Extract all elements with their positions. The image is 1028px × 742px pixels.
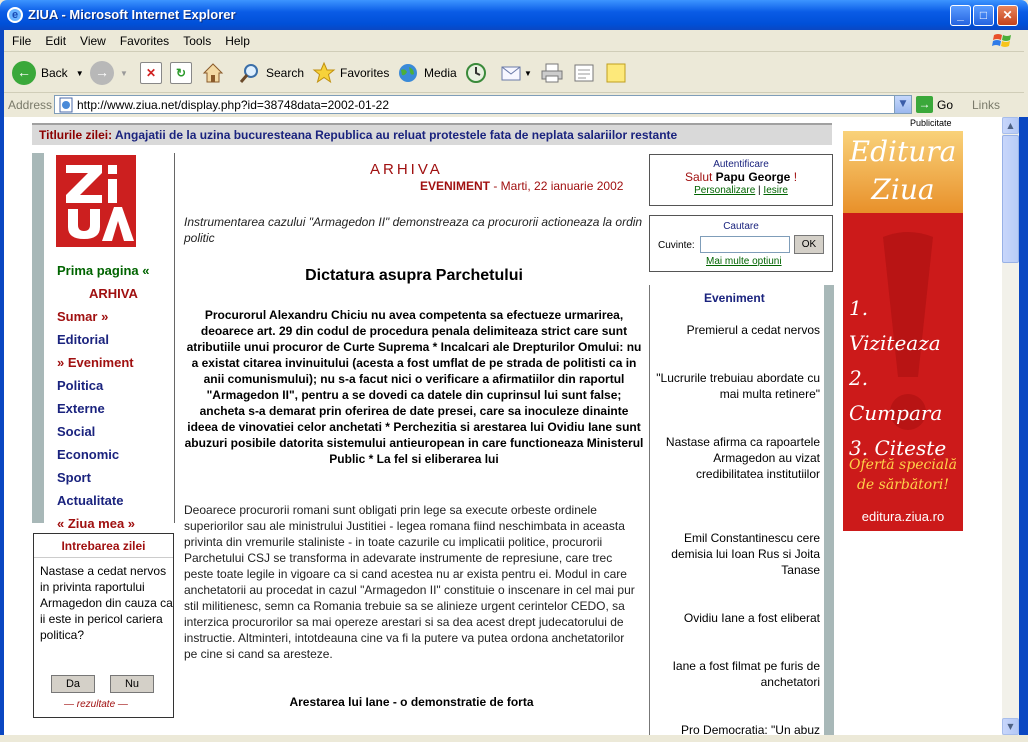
- nav-item-ziua-mea[interactable]: « Ziua mea »: [57, 516, 136, 531]
- close-button[interactable]: ✕: [997, 5, 1018, 26]
- nav-item-externe[interactable]: Externe: [57, 401, 105, 416]
- ad-header: [843, 131, 963, 213]
- event-link[interactable]: Iane a fost filmat pe furis de anchetatori: [672, 659, 820, 689]
- event-link[interactable]: Pro Democratia: "Un abuz: [681, 723, 820, 735]
- star-icon: [312, 61, 336, 85]
- nav-item-actualitate[interactable]: Actualitate: [57, 493, 124, 508]
- editura-ziua-ad[interactable]: [843, 131, 963, 531]
- ad-title-line2: Ziua: [871, 173, 935, 206]
- refresh-icon: ↻: [170, 62, 192, 84]
- chevron-down-icon[interactable]: ▼: [524, 68, 532, 78]
- media-button[interactable]: [396, 59, 457, 87]
- status-bar: [0, 735, 1028, 742]
- menu-tools[interactable]: Tools: [183, 34, 212, 48]
- ad-steps: [849, 291, 963, 466]
- greeting-text: Salut: [684, 170, 713, 184]
- event-link[interactable]: Emil Constantinescu cere demisia lui Ioan Rus si Joita Tanase: [671, 531, 820, 577]
- address-bar: [4, 94, 1024, 116]
- forward-button[interactable]: [90, 59, 128, 87]
- maximize-button[interactable]: □: [973, 5, 994, 26]
- search-label: Search: [266, 66, 305, 80]
- standard-toolbar: [4, 53, 1024, 93]
- search-label: Cuvinte:: [658, 240, 695, 251]
- ad-offer-line2: de sărbători!: [856, 477, 950, 493]
- links-button[interactable]: Links: [972, 98, 1001, 112]
- ziua-logo[interactable]: [56, 155, 136, 247]
- more-options-link[interactable]: Mai multe optiuni: [706, 256, 782, 267]
- go-button[interactable]: [916, 96, 953, 113]
- search-icon: [238, 61, 262, 85]
- address-url: http://www.ziua.net/display.php?id=38748data=2002-01-22: [77, 98, 390, 112]
- home-button[interactable]: [201, 59, 225, 87]
- refresh-button[interactable]: [170, 59, 192, 87]
- ticker-text[interactable]: Angajatii de la uzina bucuresteana Republica au reluat protestele fata de neplata salariilor restante: [115, 128, 678, 142]
- nav-item-politica[interactable]: Politica: [57, 378, 104, 393]
- auth-greeting: [650, 170, 832, 184]
- nav-item-sport[interactable]: Sport: [57, 470, 91, 485]
- page-viewport: [4, 117, 1002, 735]
- history-clock-icon: [464, 61, 488, 85]
- search-title: Cautare: [723, 221, 759, 232]
- history-button[interactable]: [464, 59, 488, 87]
- article-body: Deoarece procurorii romani sunt obligati prin lege sa execute orbeste ordinele superiorilor sau ale ministrului Justitiei - legea romana fiind neschimbata in aceasta privinta din vremurile staliniste - in toate cazurile cu implicatii politice, procurorii Parchetului CSJ se transforma in adevarate instrumente de represiune, care trec peste toate legile in vigoare ca si cand acestea nu ar exista pentru ei. Modul in care anchetatorii au procedat in cazul "Armagedon II" constituie o inscenare in cel mai pur stil militienesc, semn ca Romania trebuie sa se alinieze urgent cerintelor CEDO, sa interzica procurorilor sa mai opereze arestari si sa dea acest drept judecatorului de instructie. Altminteri, intotdeauna cine va fi la putere va putea ordona anchetatorilor pe cine si cand sa aresteze.: [184, 503, 635, 661]
- section-label: EVENIMENT: [420, 179, 491, 193]
- nav-item-editorial[interactable]: Editorial: [57, 332, 110, 347]
- window-frame-right: [1019, 117, 1028, 742]
- article-subhead: Arestarea lui Iane - o demonstratie de forta: [289, 695, 534, 709]
- page-icon: [58, 97, 74, 113]
- media-label: Media: [424, 66, 457, 80]
- nav-item-eveniment[interactable]: » Eveniment: [57, 355, 134, 370]
- greeting-bang: !: [790, 170, 798, 184]
- windows-logo-icon: [992, 32, 1014, 50]
- headline-ticker[interactable]: [32, 123, 832, 145]
- search-input[interactable]: [700, 236, 790, 253]
- article-intro: Procurorul Alexandru Chiciu nu avea competenta sa efectueze urmarirea, deoarece art. 29 din codul de procedura penala delimiteaza strict care sunt atributiile unui procuror de Curte Suprema * Incalcari ale Drepturilor Omului: nu a existat citarea invinuitului (acesta a fost umflat de pe strada de politisti ca in anii comunismului); nu s-a facut nici o verificare a afirmatiilor din raportul "Armagedon II", pentru a se dovedi ca datele din cuprinsul lui sunt false; ancheta s-a demarat prin oferirea de date presei, care sa inoculeze dinainte ideea de vinovatiei celor anchetati * Perchezitia si arestarea lui Ovidiu Iane sunt abuzuri posibile datorita sistemului antieuropean in care functioneaza Ministerul Public * La fel si eliberarea lui: [184, 308, 644, 466]
- poll-question: Nastase a cedat nervos in privinta raportului Armagedon din cauza ca ii este in pericol cariera politica?: [34, 557, 173, 643]
- poll-title: Intrebarea zilei: [61, 539, 146, 553]
- mail-icon: [500, 61, 524, 85]
- ad-step-2: 2. Cumpara: [849, 366, 943, 425]
- scrollbar-thumb[interactable]: [1002, 135, 1019, 263]
- event-link[interactable]: "Lucrurile trebuiau abordate cu mai multa retinere": [656, 371, 820, 401]
- media-globe-icon: [396, 61, 420, 85]
- event-link[interactable]: Premierul a cedat nervos: [686, 323, 820, 337]
- chevron-down-icon[interactable]: ▼: [75, 68, 84, 78]
- events-title: Eveniment: [704, 291, 765, 305]
- ad-step-3: 3. Citeste: [849, 436, 947, 460]
- section-nav: [57, 259, 149, 535]
- ad-step-1: 1. Viziteaza: [849, 296, 941, 355]
- menu-favorites[interactable]: Favorites: [119, 34, 170, 48]
- poll-no-button[interactable]: Nu: [110, 675, 154, 693]
- auth-box: [649, 154, 833, 206]
- ad-site: editura.ziua.ro: [861, 509, 945, 524]
- ad-label: Publicitate: [910, 118, 952, 128]
- address-label: Address: [8, 98, 53, 112]
- events-rail: [824, 285, 834, 735]
- window-title: ZIUA - Microsoft Internet Explorer: [28, 7, 236, 22]
- printer-icon: [540, 61, 564, 85]
- back-button[interactable]: [12, 59, 84, 87]
- event-link[interactable]: Ovidiu Iane a fost eliberat: [683, 611, 820, 625]
- ticker-label: Titlurile zilei:: [39, 128, 113, 142]
- nav-item-social[interactable]: Social: [57, 424, 96, 439]
- nav-item-economic[interactable]: Economic: [57, 447, 120, 462]
- archive-heading: ARHIVA: [370, 161, 443, 178]
- back-arrow-icon: ←: [12, 61, 36, 85]
- back-label: Back: [41, 66, 68, 80]
- forward-arrow-icon: →: [90, 61, 114, 85]
- article-headline: Dictatura asupra Parchetului: [305, 267, 523, 284]
- poll-yes-button[interactable]: Da: [51, 675, 95, 693]
- search-box: [649, 215, 833, 272]
- go-arrow-icon: →: [916, 96, 933, 113]
- personalize-link[interactable]: Personalizare: [694, 185, 756, 196]
- ie-logo-icon: e: [7, 7, 23, 23]
- edit-button[interactable]: [572, 59, 596, 87]
- auth-title: Autentificare: [713, 159, 769, 170]
- mail-button[interactable]: [500, 59, 532, 87]
- menu-file[interactable]: File: [12, 34, 32, 48]
- menu-view[interactable]: View: [80, 34, 106, 48]
- logout-link[interactable]: Iesire: [763, 185, 788, 196]
- ad-offer: [843, 455, 963, 495]
- search-button[interactable]: [238, 59, 304, 87]
- link-separator: |: [755, 185, 764, 196]
- vertical-scrollbar[interactable]: [1002, 117, 1019, 735]
- event-link[interactable]: Nastase afirma ca rapoartele Armagedon au vizat credibilitatea institutiilor: [665, 435, 820, 481]
- edit-document-icon: [572, 61, 596, 85]
- menu-help[interactable]: Help: [225, 34, 250, 48]
- article-lead: Instrumentarea cazului "Armagedon II" demonstreaza ca procurorii actioneaza la ordin politic: [184, 215, 643, 245]
- favorites-button[interactable]: [312, 59, 389, 87]
- go-label: Go: [937, 97, 954, 112]
- date-text: - Marti, 22 ianuarie 2002: [490, 179, 624, 193]
- minimize-button[interactable]: _: [950, 5, 971, 26]
- note-icon: [604, 61, 628, 85]
- scroll-up-icon[interactable]: ▲: [1002, 117, 1019, 134]
- title-bar[interactable]: [0, 0, 1028, 30]
- left-rail: [32, 153, 44, 523]
- home-icon: [201, 61, 225, 85]
- dateline: [420, 179, 623, 193]
- address-input[interactable]: [54, 95, 912, 114]
- nav-item-sumar[interactable]: Sumar »: [57, 309, 109, 324]
- stop-button[interactable]: [140, 59, 162, 87]
- messenger-button[interactable]: [604, 59, 628, 87]
- column-divider: [174, 153, 175, 523]
- stop-icon: ✕: [140, 62, 162, 84]
- nav-item-prima-pagina[interactable]: Prima pagina «: [57, 263, 150, 278]
- ad-offer-line1: Ofertă specială: [849, 457, 957, 473]
- menu-edit[interactable]: Edit: [45, 34, 67, 48]
- menu-bar: [4, 30, 1024, 52]
- favorites-label: Favorites: [340, 66, 390, 80]
- user-name: Papu George: [715, 170, 791, 184]
- poll-results-link[interactable]: — rezultate —: [64, 699, 128, 710]
- ad-title-line1: Editura: [849, 135, 957, 168]
- address-dropdown-icon[interactable]: ▼: [894, 96, 911, 113]
- chevron-down-icon[interactable]: ▼: [120, 68, 128, 78]
- search-ok-button[interactable]: OK: [794, 235, 824, 254]
- print-button[interactable]: [540, 59, 564, 87]
- nav-item-arhiva[interactable]: ARHIVA: [89, 286, 138, 301]
- scroll-down-icon[interactable]: ▼: [1002, 718, 1019, 735]
